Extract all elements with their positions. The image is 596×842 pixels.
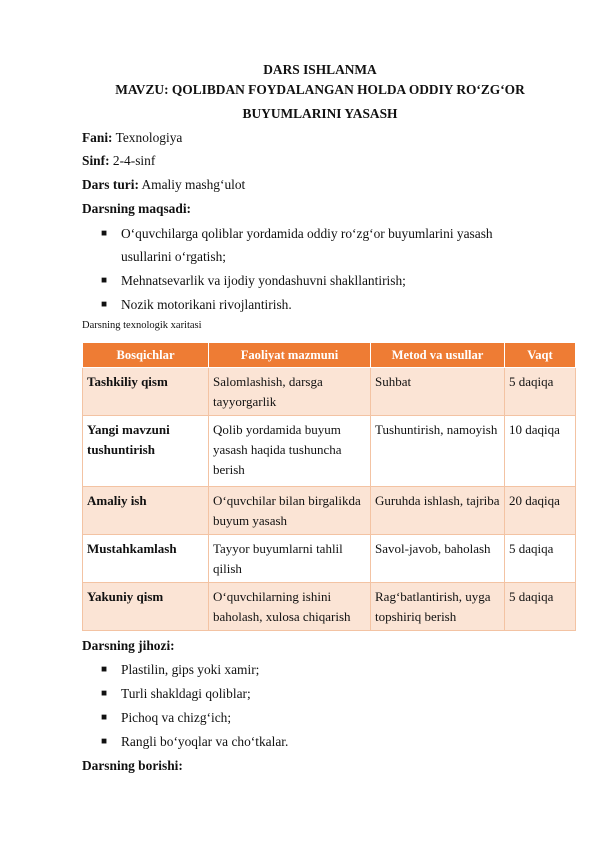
time-cell: 20 daqiqa bbox=[505, 487, 576, 535]
subject-line bbox=[82, 128, 182, 148]
square-bullet-icon: ■ bbox=[101, 664, 108, 675]
method-cell: Rag‘batlantirish, uyga topshiriq berish bbox=[371, 583, 505, 631]
activity-cell: O‘quvchilar bilan birgalikda buyum yasash bbox=[209, 487, 371, 535]
time-cell: 10 daqiqa bbox=[505, 416, 576, 487]
column-header-activity: Faoliyat mazmuni bbox=[209, 343, 371, 368]
table-header-row bbox=[83, 343, 576, 368]
activity-cell: Tayyor buyumlarni tahlil qilish bbox=[209, 535, 371, 583]
time-cell: 5 daqiqa bbox=[505, 535, 576, 583]
document-title: DARS ISHLANMA bbox=[263, 62, 377, 77]
table-row bbox=[83, 368, 576, 416]
time-cell: 5 daqiqa bbox=[505, 368, 576, 416]
stage-cell: Amaliy ish bbox=[83, 487, 209, 535]
column-header-method: Metod va usullar bbox=[371, 343, 505, 368]
table-caption: Darsning texnologik xaritasi bbox=[82, 320, 202, 331]
equipment-heading: Darsning jihozi: bbox=[82, 638, 175, 653]
square-bullet-icon: ■ bbox=[101, 736, 108, 747]
activity-cell: Salomlashish, darsga tayyorgarlik bbox=[209, 368, 371, 416]
stage-cell: Yangi mavzuni tushuntirish bbox=[83, 416, 209, 487]
procedure-heading: Darsning borishi: bbox=[82, 758, 183, 773]
topic-line-1: MAVZU: QOLIBDAN FOYDALANGAN HOLDA ODDIY RO‘ZG‘OR bbox=[115, 82, 525, 97]
table-row bbox=[83, 583, 576, 631]
goal-item: O‘quvchilarga qoliblar yordamida oddiy ro‘zg‘or buyumlarini yasash bbox=[121, 226, 493, 241]
square-bullet-icon: ■ bbox=[101, 275, 108, 286]
square-bullet-icon: ■ bbox=[101, 712, 108, 723]
table-row bbox=[83, 416, 576, 487]
method-cell: Guruhda ishlash, tajriba bbox=[371, 487, 505, 535]
table-row bbox=[83, 487, 576, 535]
topic-line-2: BUYUMLARINI YASASH bbox=[242, 106, 398, 121]
stage-cell: Mustahkamlash bbox=[83, 535, 209, 583]
stage-cell: Yakuniy qism bbox=[83, 583, 209, 631]
lesson-type-label: Dars turi: bbox=[82, 177, 139, 192]
goal-item-continuation: usullarini o‘rgatish; bbox=[121, 249, 227, 264]
grade-line bbox=[82, 151, 155, 171]
lesson-type-line bbox=[82, 175, 245, 195]
column-header-time: Vaqt bbox=[505, 343, 576, 368]
subject-label: Fani: bbox=[82, 130, 113, 145]
square-bullet-icon: ■ bbox=[101, 228, 108, 239]
method-cell: Suhbat bbox=[371, 368, 505, 416]
square-bullet-icon: ■ bbox=[101, 688, 108, 699]
equipment-item: Rangli bo‘yoqlar va cho‘tkalar. bbox=[121, 734, 289, 749]
method-cell: Savol-javob, baholash bbox=[371, 535, 505, 583]
lesson-plan-table bbox=[82, 342, 576, 631]
goals-heading: Darsning maqsadi: bbox=[82, 201, 192, 216]
subject-value: Texnologiya bbox=[112, 130, 183, 145]
time-cell: 5 daqiqa bbox=[505, 583, 576, 631]
square-bullet-icon: ■ bbox=[101, 299, 108, 310]
activity-cell: O‘quvchilarning ishini baholash, xulosa chiqarish bbox=[209, 583, 371, 631]
method-cell: Tushuntirish, namoyish bbox=[371, 416, 505, 487]
goal-item: Nozik motorikani rivojlantirish. bbox=[121, 297, 292, 312]
grade-value: 2-4-sinf bbox=[109, 153, 156, 168]
equipment-item: Plastilin, gips yoki xamir; bbox=[121, 662, 260, 677]
column-header-stages: Bosqichlar bbox=[83, 343, 209, 368]
stage-cell: Tashkiliy qism bbox=[83, 368, 209, 416]
activity-cell: Qolib yordamida buyum yasash haqida tushuncha berish bbox=[209, 416, 371, 487]
goal-item: Mehnatsevarlik va ijodiy yondashuvni shakllantirish; bbox=[121, 273, 406, 288]
equipment-item: Turli shakldagi qoliblar; bbox=[121, 686, 251, 701]
table-row bbox=[83, 535, 576, 583]
lesson-type-value: Amaliy mashg‘ulot bbox=[138, 177, 246, 192]
grade-label: Sinf: bbox=[82, 153, 110, 168]
equipment-item: Pichoq va chizg‘ich; bbox=[121, 710, 232, 725]
